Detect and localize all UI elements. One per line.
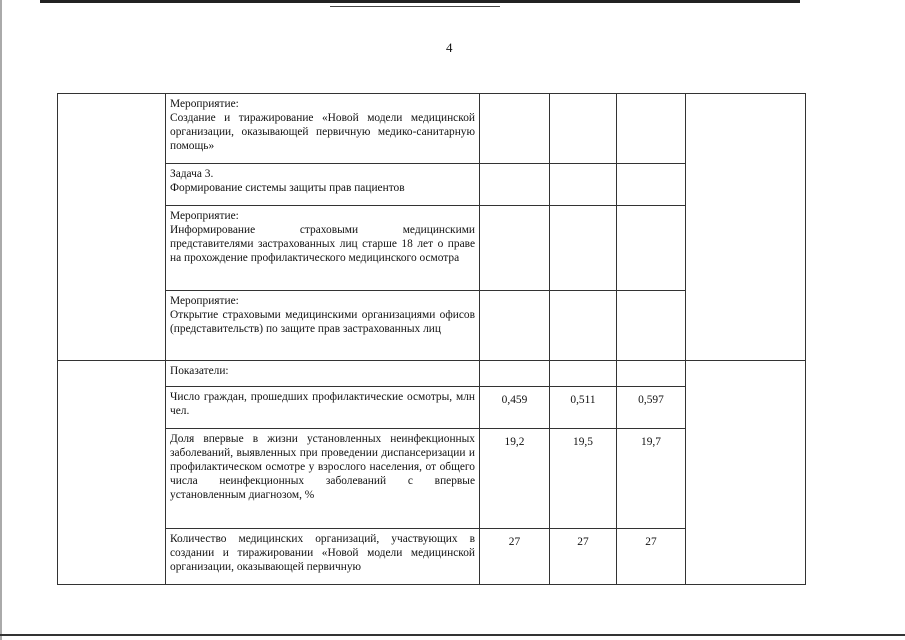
top-rule bbox=[40, 0, 800, 3]
first-column-cell bbox=[58, 94, 166, 361]
value-cell bbox=[480, 361, 550, 387]
description-text: Информирование страховыми медицинскими представителями застрахованных лиц старше 18 лет о праве на прохождение профилактического медицинского осмотра bbox=[170, 224, 475, 264]
value-cell: 27 bbox=[617, 529, 686, 585]
row-description bbox=[166, 429, 480, 529]
bottom-rule bbox=[0, 634, 905, 636]
value-cell bbox=[550, 361, 617, 387]
description-heading: Показатели: bbox=[170, 365, 229, 377]
value-cell bbox=[550, 291, 617, 361]
row-description bbox=[166, 291, 480, 361]
description-text: Открытие страховыми медицинскими организациями офисов (представительств) по защите прав застрахованных лиц bbox=[170, 309, 475, 335]
last-column-cell bbox=[686, 94, 806, 361]
description-heading: Мероприятие: bbox=[170, 295, 239, 307]
top-rule-secondary bbox=[330, 6, 500, 7]
first-column-cell bbox=[58, 361, 166, 585]
description-text: Формирование системы защиты прав пациентов bbox=[170, 182, 405, 194]
value-cell bbox=[480, 206, 550, 291]
value-cell bbox=[617, 164, 686, 206]
description-heading: Задача 3. bbox=[170, 168, 214, 180]
row-description bbox=[166, 206, 480, 291]
description-text: Доля впервые в жизни установленных неинфекционных заболеваний, выявленных при проведении диспансеризации и профилактическом осмотре у взрослого населения, от общего числа неинфекционных заболеваний с впервые установленным диагнозом, % bbox=[170, 433, 475, 501]
value-cell bbox=[617, 291, 686, 361]
value-cell: 0,597 bbox=[617, 387, 686, 429]
value-cell bbox=[617, 206, 686, 291]
row-description bbox=[166, 94, 480, 164]
value-cell bbox=[480, 164, 550, 206]
value-cell bbox=[617, 94, 686, 164]
description-text: Количество медицинских организаций, участвующих в создании и тиражировании «Новой модели медицинской организации, оказывающей первичную bbox=[170, 533, 475, 573]
row-description bbox=[166, 164, 480, 206]
value-cell: 19,7 bbox=[617, 429, 686, 529]
row-description bbox=[166, 387, 480, 429]
value-cell: 0,511 bbox=[550, 387, 617, 429]
value-cell bbox=[550, 94, 617, 164]
scan-left-edge bbox=[0, 0, 2, 640]
row-description bbox=[166, 361, 480, 387]
value-cell bbox=[550, 206, 617, 291]
description-heading: Мероприятие: bbox=[170, 98, 239, 110]
value-cell: 27 bbox=[480, 529, 550, 585]
table-row bbox=[58, 361, 806, 387]
value-cell: 19,2 bbox=[480, 429, 550, 529]
value-cell bbox=[480, 94, 550, 164]
row-description bbox=[166, 529, 480, 585]
description-text: Создание и тиражирование «Новой модели медицинской организации, оказывающей первичную медико-санитарную помощь» bbox=[170, 112, 475, 152]
value-cell bbox=[480, 291, 550, 361]
value-cell bbox=[617, 361, 686, 387]
value-cell: 0,459 bbox=[480, 387, 550, 429]
value-cell: 27 bbox=[550, 529, 617, 585]
page-number: 4 bbox=[446, 40, 453, 55]
description-text: Число граждан, прошедших профилактические осмотры, млн чел. bbox=[170, 391, 475, 417]
description-heading: Мероприятие: bbox=[170, 210, 239, 222]
last-column-cell bbox=[686, 361, 806, 585]
value-cell bbox=[550, 164, 617, 206]
table-row bbox=[58, 94, 806, 164]
measures-table bbox=[57, 93, 806, 585]
value-cell: 19,5 bbox=[550, 429, 617, 529]
